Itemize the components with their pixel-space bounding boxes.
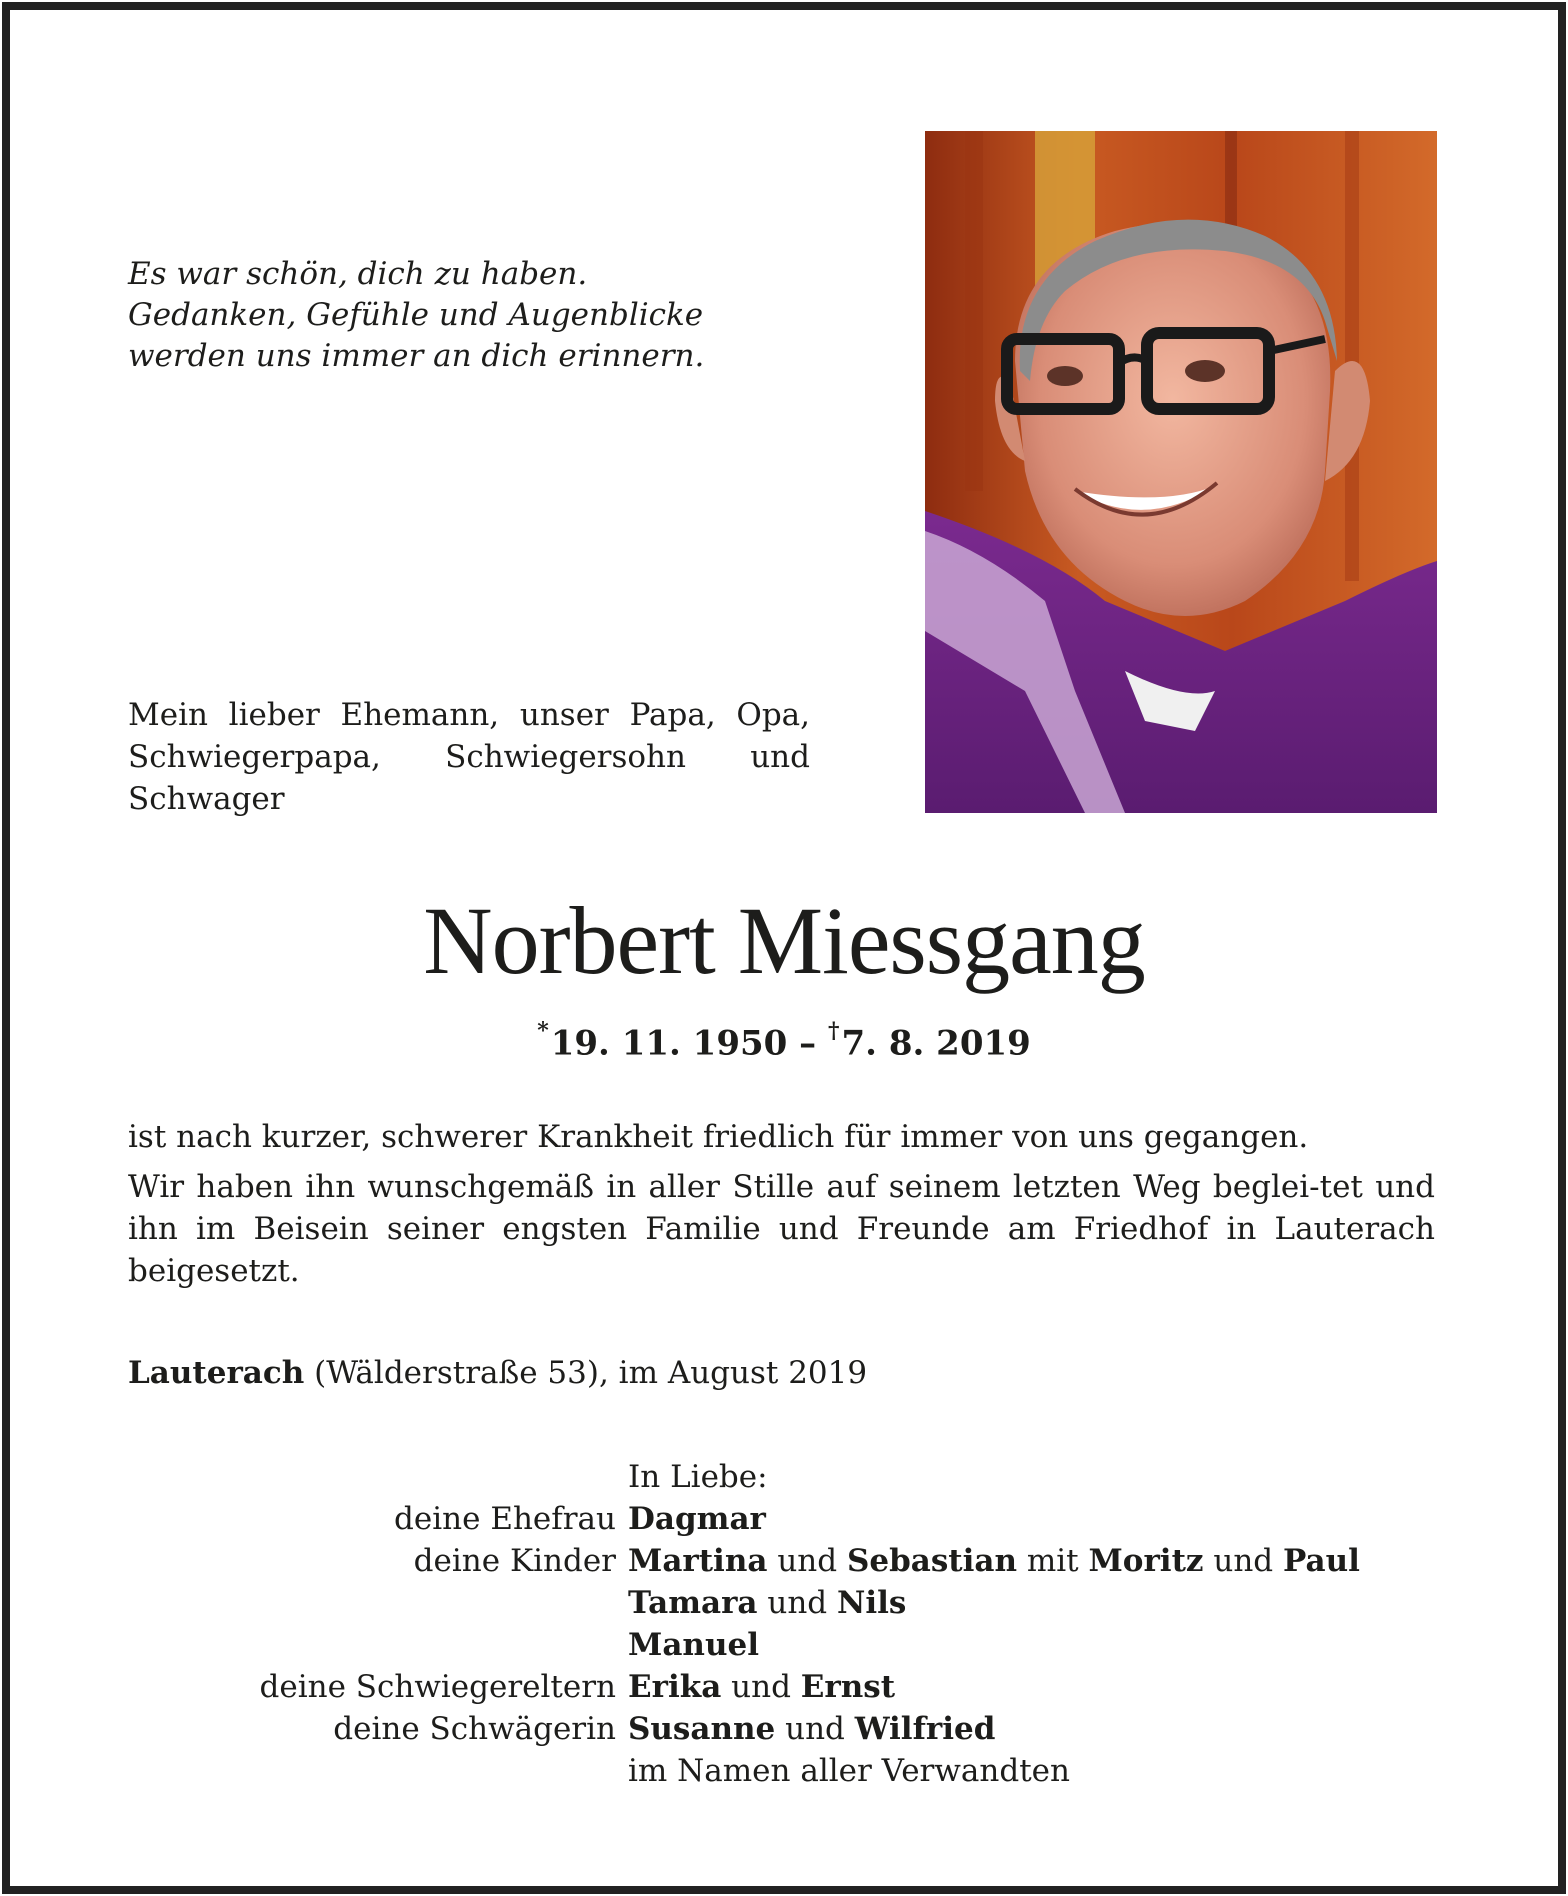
life-dates [0, 1012, 1568, 1066]
family-row-children-2 [128, 1582, 1458, 1624]
portrait-photo [925, 131, 1437, 813]
connector: und [757, 1585, 837, 1621]
quote-line: Gedanken, Gefühle und Augenblicke [128, 297, 704, 333]
family-heading: In Liebe: [628, 1459, 768, 1495]
family-heading-row [128, 1456, 1458, 1498]
closing-line: im Namen aller Verwandten [628, 1753, 1070, 1789]
family-name: Susanne [628, 1711, 776, 1747]
portrait-photo-icon [925, 131, 1437, 813]
announcement-body [128, 1116, 1435, 1292]
relation-label: deine Kinder [413, 1543, 616, 1579]
connector: und [1203, 1543, 1283, 1579]
relation-label: deine Schwägerin [333, 1711, 616, 1747]
family-name: Erika [628, 1669, 722, 1705]
family-name: Dagmar [628, 1501, 766, 1537]
relation-label: deine Schwiegereltern [259, 1669, 616, 1705]
family-name: Tamara [628, 1585, 758, 1621]
family-row-children-3 [128, 1624, 1458, 1666]
connector: und [721, 1669, 801, 1705]
connector: und [767, 1543, 847, 1579]
family-name: Sebastian [846, 1543, 1017, 1579]
relation-label: deine Ehefrau [394, 1501, 616, 1537]
family-row-children [128, 1540, 1458, 1582]
birth-symbol: * [537, 1018, 549, 1044]
family-row-sister-in-law [128, 1708, 1458, 1750]
quote-line: Es war schön, dich zu haben. [128, 256, 588, 292]
connector: mit [1017, 1543, 1089, 1579]
intro-text: Mein lieber Ehemann, unser Papa, Opa, Schwiegerpapa, Schwiegersohn und Schwager [128, 697, 810, 817]
family-row-wife [128, 1498, 1458, 1540]
family-name: Martina [628, 1543, 768, 1579]
birth-date: 19. 11. 1950 [550, 1023, 788, 1064]
family-name: Ernst [800, 1669, 896, 1705]
family-row-parents-in-law [128, 1666, 1458, 1708]
announcement-paragraph: ist nach kurzer, schwerer Krankheit friedlich für immer von uns gegangen. [128, 1119, 1309, 1155]
family-name: Moritz [1088, 1543, 1204, 1579]
family-list [128, 1456, 1458, 1792]
memorial-quote [128, 254, 828, 377]
family-name: Wilfried [854, 1711, 996, 1747]
place-and-date [128, 1352, 867, 1394]
quote-line: werden uns immer an dich erinnern. [128, 338, 705, 374]
town-name: Lauterach [128, 1355, 305, 1391]
family-name: Paul [1283, 1543, 1360, 1579]
family-row-closing [128, 1750, 1458, 1792]
deceased-name: Norbert Miessgang [423, 887, 1145, 994]
family-name: Manuel [628, 1627, 759, 1663]
date-separator: – [787, 1023, 828, 1064]
address-and-date: (Wälderstraße 53), im August 2019 [304, 1355, 868, 1391]
death-symbol: † [828, 1018, 840, 1044]
burial-paragraph: Wir haben ihn wunschgemäß in aller Stille auf seinem letzten Weg beglei-tet und ihn im Beisein seiner engsten Familie und Freunde am Friedhof in Lauterach beigesetzt. [128, 1169, 1435, 1289]
death-date: 7. 8. 2019 [841, 1023, 1031, 1064]
family-name: Nils [836, 1585, 907, 1621]
connector: und [775, 1711, 855, 1747]
